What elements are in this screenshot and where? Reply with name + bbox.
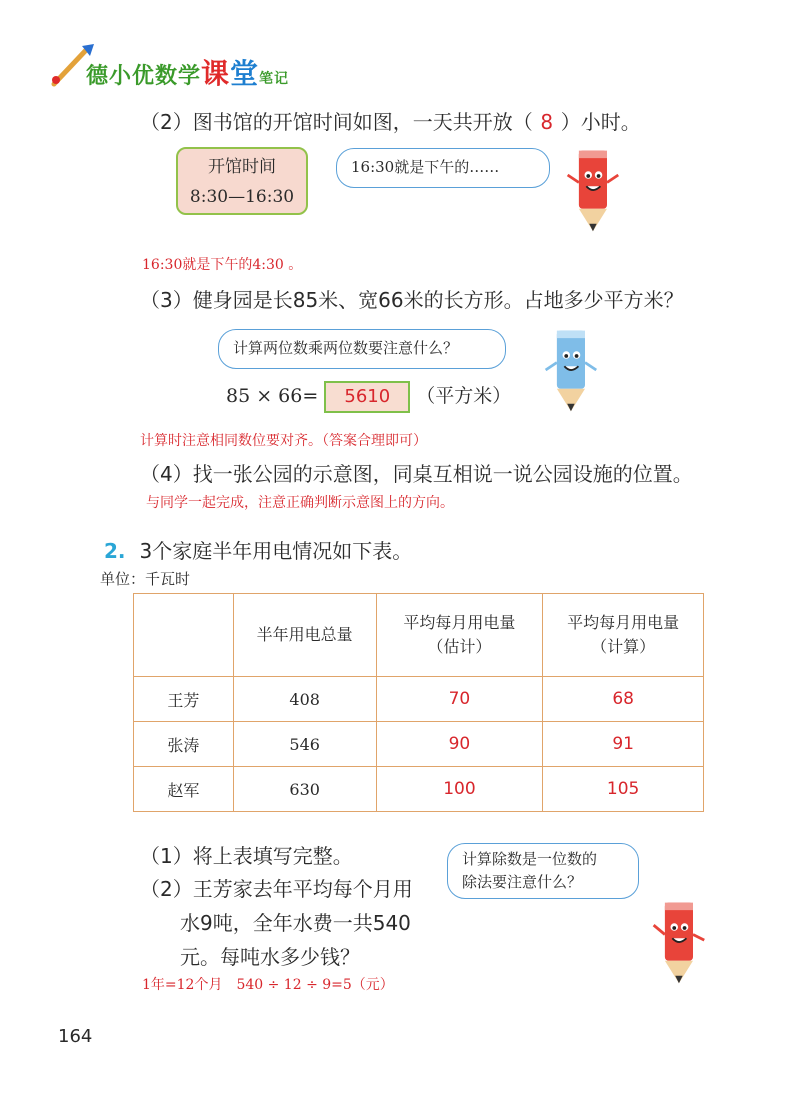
question-2-2: [140, 872, 413, 974]
question-2: [104, 535, 412, 564]
row-calc: 91: [543, 722, 704, 767]
table-header-total: 半年用电总量: [233, 594, 376, 677]
table-row: [134, 722, 704, 767]
question-1-4: （4）找一张公园的示意图，同桌互相说一说公园设施的位置。: [140, 462, 693, 486]
hours-title: 开馆时间: [208, 157, 276, 177]
logo-text-main: 德小优数学: [86, 64, 202, 89]
opening-hours-box: [176, 147, 308, 215]
pencil-mascot-red-icon: [648, 894, 708, 990]
table-header-calc: 平均每月用电量 （计算）: [543, 594, 704, 677]
logo-text-tang: 堂: [230, 57, 260, 90]
speech-bubble-time: 16:30就是下午的……: [336, 148, 550, 188]
header-logo: [86, 52, 289, 92]
question-text: （2）图书馆的开馆时间如图，一天共开放（: [140, 110, 533, 134]
question-2-2-line3: 元。每吨水多少钱？: [180, 945, 360, 969]
question-text-end: ）小时。: [560, 110, 641, 134]
note-1-3: 计算时注意相同数位要对齐。（答案合理即可）: [140, 433, 427, 449]
row-est: 100: [376, 767, 543, 812]
pencil-mascot-blue-icon: [540, 322, 600, 418]
table-row: [134, 677, 704, 722]
logo-text-ke: 课: [201, 57, 231, 90]
speech-bubble-multiply: 计算两位数乘两位数要注意什么？: [218, 329, 506, 369]
row-name: 王芳: [134, 677, 234, 722]
row-calc: 105: [543, 767, 704, 812]
question-number: 2.: [104, 539, 126, 563]
row-est: 70: [376, 677, 543, 722]
unit-label: 单位：千瓦时: [100, 570, 191, 588]
table-header-est: 平均每月用电量 （估计）: [376, 594, 543, 677]
row-total: 408: [233, 677, 376, 722]
row-name: 张涛: [134, 722, 234, 767]
calculation-line: [226, 381, 511, 413]
bubble-line1: 计算除数是一位数的: [462, 850, 598, 868]
note-1-4: 与同学一起完成，注意正确判断示意图上的方向。: [146, 495, 454, 511]
row-est: 90: [376, 722, 543, 767]
note-1-2: 16:30就是下午的4:30 。: [142, 257, 303, 273]
bubble-line2: 除法要注意什么？: [462, 873, 583, 891]
table-header-empty: [134, 594, 234, 677]
question-2-2-line1: （2）王芳家去年平均每个月用: [140, 877, 413, 901]
calc-unit: （平方米）: [416, 385, 512, 407]
speech-bubble-division: [447, 843, 639, 899]
logo-text-biji: 笔记: [259, 71, 290, 87]
answer-hours: 8: [540, 110, 554, 134]
pencil-mascot-icon: [562, 142, 622, 238]
table-row: [134, 767, 704, 812]
row-name: 赵军: [134, 767, 234, 812]
question-2-text: 3个家庭半年用电情况如下表。: [139, 539, 413, 563]
row-calc: 68: [543, 677, 704, 722]
question-2-1: （1）将上表填写完整。: [140, 844, 353, 868]
question-1-3: （3）健身园是长85米、宽66米的长方形。占地多少平方米？: [140, 288, 684, 312]
row-total: 546: [233, 722, 376, 767]
question-2-2-line2: 水9吨，全年水费一共540: [180, 911, 411, 935]
hours-range: 8:30—16:30: [189, 187, 295, 207]
calc-answer-box: 5610: [324, 381, 410, 413]
calc-expression: 85 × 66=: [226, 385, 319, 407]
electricity-table: [133, 593, 704, 812]
question-1-2: [140, 106, 641, 135]
page-number: 164: [58, 1026, 93, 1047]
note-2-2: 1年=12个月 540 ÷ 12 ÷ 9=5（元）: [142, 977, 394, 993]
table-header-row: [134, 594, 704, 677]
row-total: 630: [233, 767, 376, 812]
